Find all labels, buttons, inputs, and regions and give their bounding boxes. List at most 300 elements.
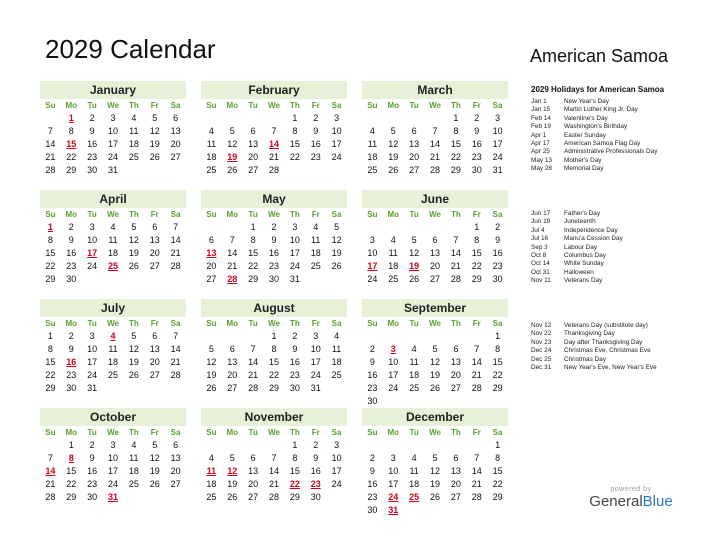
weekday-label: Su [45, 428, 56, 437]
holiday-name: Day after Thanksgiving Day [564, 338, 643, 346]
day-cell: 2 [313, 440, 319, 450]
day-cell: 10 [107, 126, 118, 136]
empty-cell [404, 221, 425, 234]
weekday-label: Th [450, 210, 461, 219]
holiday-list-2 [531, 210, 701, 286]
day-cell: 15 [45, 357, 56, 367]
weekday-label: Sa [331, 210, 342, 219]
day-cell: 30 [310, 492, 321, 502]
holiday-item [531, 115, 701, 123]
day-cell: 14 [170, 344, 181, 354]
day-cell: 26 [206, 383, 217, 393]
weekday-label: Su [45, 210, 56, 219]
day-cell: 3 [334, 440, 340, 450]
holiday-day: 16 [66, 357, 77, 367]
day-cell: 14 [170, 235, 181, 245]
holiday-item [531, 244, 701, 252]
day-cell: 13 [170, 453, 181, 463]
weekday-label: Sa [331, 319, 342, 328]
day-grid [362, 330, 508, 408]
month-header: January [40, 81, 186, 99]
day-cell: 14 [471, 357, 482, 367]
day-cell: 26 [388, 165, 399, 175]
day-cell: 13 [149, 344, 160, 354]
empty-cell [362, 221, 383, 234]
day-cell: 30 [66, 383, 77, 393]
holiday-day: 1 [47, 222, 53, 232]
holiday-date: Jan 15 [531, 106, 551, 114]
day-cell: 2 [313, 113, 319, 123]
day-cell: 15 [471, 248, 482, 258]
day-cell: 2 [474, 113, 480, 123]
day-cell: 17 [331, 466, 342, 476]
holiday-item [531, 364, 701, 372]
day-cell: 20 [450, 370, 461, 380]
day-cell: 26 [429, 492, 440, 502]
holiday-name: Administrative Professionals Day [564, 148, 658, 156]
empty-cell [466, 439, 487, 452]
day-grid [40, 439, 186, 504]
empty-cell [383, 330, 404, 343]
day-cell: 14 [248, 357, 259, 367]
day-cell: 2 [68, 222, 74, 232]
day-cell: 3 [110, 113, 116, 123]
weekday-label: Mo [65, 101, 78, 110]
day-cell: 20 [450, 479, 461, 489]
month-header: July [40, 299, 186, 317]
day-cell: 24 [388, 383, 399, 393]
weekday-label: Fr [311, 101, 320, 110]
weekday-label: Sa [492, 319, 503, 328]
holiday-day: 25 [409, 492, 420, 502]
day-cell: 19 [149, 466, 160, 476]
day-cell: 9 [369, 466, 375, 476]
day-cell: 8 [495, 344, 501, 354]
day-cell: 24 [331, 479, 342, 489]
day-cell: 10 [87, 344, 98, 354]
day-cell: 11 [388, 248, 398, 258]
day-cell: 16 [66, 248, 77, 258]
day-grid [201, 330, 347, 395]
day-cell: 24 [87, 261, 98, 271]
day-cell: 23 [367, 383, 378, 393]
holiday-date: Jun 17 [531, 210, 551, 217]
holiday-name: Manu'a Cession Day [564, 235, 623, 243]
holiday-name: Juneteenth [564, 218, 596, 226]
day-cell: 7 [250, 344, 256, 354]
holiday-item [531, 339, 701, 347]
day-cell: 13 [429, 248, 440, 258]
day-cell: 14 [227, 248, 238, 258]
holiday-item [531, 140, 701, 148]
holiday-day: 14 [45, 466, 56, 476]
holiday-name: Father's Day [564, 210, 601, 217]
day-cell: 28 [170, 370, 181, 380]
day-cell: 7 [432, 126, 438, 136]
weekday-label: Mo [65, 210, 78, 219]
holiday-list-3 [531, 322, 701, 372]
day-cell: 20 [170, 466, 181, 476]
day-cell: 28 [248, 383, 259, 393]
day-cell: 4 [390, 235, 396, 245]
day-cell: 3 [313, 331, 319, 341]
day-cell: 24 [107, 152, 118, 162]
day-cell: 23 [367, 492, 378, 502]
holiday-date: May 28 [531, 165, 552, 173]
weekday-label: Mo [226, 319, 239, 328]
day-cell: 5 [229, 453, 235, 463]
day-cell: 22 [66, 479, 77, 489]
holiday-item [531, 210, 701, 218]
powered-by-text: powered by [610, 486, 652, 493]
month-june [362, 190, 508, 286]
weekday-label: Th [128, 428, 139, 437]
empty-cell [425, 112, 446, 125]
holiday-day: 15 [66, 139, 77, 149]
holiday-item [531, 148, 701, 156]
holiday-day: 19 [409, 261, 420, 271]
day-cell: 16 [310, 139, 321, 149]
day-cell: 1 [68, 440, 74, 450]
day-cell: 19 [429, 479, 440, 489]
day-cell: 12 [409, 248, 420, 258]
day-cell: 29 [45, 383, 56, 393]
day-cell: 20 [149, 248, 160, 258]
weekday-label: Tu [87, 428, 97, 437]
day-cell: 25 [367, 165, 378, 175]
day-grid [40, 221, 186, 286]
empty-cell [201, 221, 222, 234]
day-cell: 15 [45, 248, 56, 258]
holiday-date: Oct 14 [531, 260, 550, 268]
day-cell: 18 [206, 479, 217, 489]
day-cell: 29 [268, 383, 279, 393]
weekday-label: Su [45, 101, 56, 110]
day-cell: 5 [131, 222, 137, 232]
holiday-name: Halloween [564, 268, 594, 276]
holiday-name: Easter Sunday [564, 131, 606, 139]
empty-cell [362, 330, 383, 343]
day-cell: 6 [453, 344, 459, 354]
day-cell: 1 [292, 113, 298, 123]
day-cell: 7 [47, 126, 53, 136]
day-cell: 20 [248, 152, 259, 162]
day-cell: 30 [367, 505, 378, 515]
day-cell: 3 [89, 331, 95, 341]
weekday-label: Th [289, 319, 300, 328]
day-cell: 3 [369, 235, 375, 245]
day-cell: 1 [250, 222, 256, 232]
weekday-label: Su [367, 101, 378, 110]
month-header: March [362, 81, 508, 99]
weekday-label: Th [128, 101, 139, 110]
day-cell: 27 [227, 383, 238, 393]
holiday-day: 12 [227, 466, 238, 476]
weekday-label: Sa [492, 428, 503, 437]
day-cell: 5 [229, 126, 235, 136]
day-cell: 15 [492, 466, 503, 476]
day-cell: 6 [432, 235, 438, 245]
empty-cell [201, 330, 222, 343]
day-cell: 4 [334, 331, 340, 341]
day-cell: 16 [268, 248, 279, 258]
day-cell: 1 [453, 113, 459, 123]
day-cell: 23 [66, 370, 77, 380]
day-cell: 1 [495, 331, 501, 341]
weekday-label: Sa [492, 101, 503, 110]
weekday-label: Su [206, 428, 217, 437]
day-cell: 28 [170, 261, 181, 271]
weekday-label: Mo [387, 101, 400, 110]
day-cell: 25 [107, 370, 118, 380]
day-cell: 30 [66, 274, 77, 284]
day-cell: 20 [429, 261, 440, 271]
day-grid [201, 221, 347, 286]
day-cell: 23 [268, 261, 279, 271]
day-cell: 25 [128, 479, 139, 489]
day-cell: 19 [128, 357, 139, 367]
day-cell: 5 [432, 453, 438, 463]
day-cell: 13 [248, 139, 259, 149]
day-cell: 30 [268, 274, 279, 284]
month-header: December [362, 408, 508, 426]
holiday-day: 19 [227, 152, 238, 162]
day-cell: 26 [227, 165, 238, 175]
holiday-date: Apr 1 [531, 131, 547, 139]
weekday-label: Fr [150, 319, 159, 328]
weekday-label: Tu [87, 319, 97, 328]
day-cell: 11 [108, 235, 118, 245]
empty-cell [404, 112, 425, 125]
day-cell: 28 [45, 165, 56, 175]
holiday-day: 23 [310, 479, 321, 489]
holiday-date: Nov 11 [531, 277, 551, 285]
day-cell: 5 [131, 331, 137, 341]
day-cell: 27 [206, 274, 217, 284]
day-cell: 15 [289, 466, 300, 476]
day-cell: 15 [492, 357, 503, 367]
day-cell: 9 [68, 344, 74, 354]
weekday-label: Fr [150, 210, 159, 219]
weekday-label: Sa [331, 101, 342, 110]
holiday-date: Nov 12 [531, 322, 552, 329]
holiday-name: Columbus Day [564, 252, 606, 260]
empty-cell [383, 221, 404, 234]
day-cell: 27 [248, 165, 259, 175]
day-cell: 11 [206, 139, 217, 149]
holiday-name: Valentine's Day [564, 114, 608, 122]
day-cell: 25 [409, 383, 420, 393]
holiday-item [531, 157, 701, 165]
holiday-name: Veterans Day [564, 277, 603, 285]
day-cell: 25 [331, 370, 342, 380]
month-october [40, 408, 186, 504]
day-cell: 23 [87, 479, 98, 489]
day-cell: 1 [474, 222, 480, 232]
day-cell: 11 [367, 139, 378, 149]
day-cell: 16 [87, 466, 98, 476]
day-cell: 10 [331, 453, 342, 463]
day-cell: 9 [369, 357, 375, 367]
day-cell: 4 [208, 453, 214, 463]
day-cell: 27 [149, 261, 160, 271]
weekday-label: Th [128, 319, 139, 328]
weekday-label: We [429, 319, 441, 328]
day-cell: 27 [170, 152, 181, 162]
day-cell: 29 [66, 492, 77, 502]
page-title: 2029 Calendar [45, 34, 216, 64]
empty-cell [383, 439, 404, 452]
day-cell: 19 [206, 370, 217, 380]
day-cell: 26 [149, 152, 160, 162]
day-cell: 23 [66, 261, 77, 271]
day-cell: 24 [87, 370, 98, 380]
day-cell: 21 [45, 152, 56, 162]
holiday-date: Dec 31 [531, 364, 552, 372]
empty-cell [425, 330, 446, 343]
weekday-label: Su [367, 210, 378, 219]
month-july [40, 299, 186, 395]
day-cell: 18 [206, 152, 217, 162]
day-grid [201, 112, 347, 177]
day-cell: 18 [107, 357, 118, 367]
day-cell: 22 [45, 261, 56, 271]
holiday-item [531, 123, 701, 131]
day-cell: 15 [450, 139, 461, 149]
day-cell: 15 [289, 139, 300, 149]
month-april [40, 190, 186, 286]
day-cell: 25 [206, 165, 217, 175]
day-cell: 17 [388, 479, 399, 489]
weekday-label: Mo [65, 428, 78, 437]
weekday-label: We [107, 428, 119, 437]
month-header: May [201, 190, 347, 208]
weekday-label: Sa [170, 319, 181, 328]
holiday-day: 4 [110, 331, 116, 341]
day-cell: 25 [206, 492, 217, 502]
holiday-item [531, 227, 701, 235]
day-cell: 12 [331, 235, 342, 245]
month-header: September [362, 299, 508, 317]
day-cell: 6 [250, 453, 256, 463]
day-cell: 12 [149, 453, 160, 463]
day-cell: 2 [495, 222, 501, 232]
day-cell: 22 [289, 152, 300, 162]
weekday-header [40, 100, 186, 112]
day-cell: 18 [331, 357, 342, 367]
day-cell: 27 [429, 274, 440, 284]
day-cell: 4 [369, 126, 375, 136]
day-cell: 21 [268, 152, 279, 162]
day-cell: 22 [45, 370, 56, 380]
day-cell: 5 [334, 222, 340, 232]
day-cell: 29 [492, 492, 503, 502]
day-grid [362, 439, 508, 517]
day-cell: 9 [292, 344, 298, 354]
day-cell: 28 [471, 492, 482, 502]
day-cell: 24 [107, 479, 118, 489]
weekday-label: Fr [311, 210, 320, 219]
day-grid [201, 439, 347, 504]
day-cell: 13 [409, 139, 420, 149]
day-cell: 16 [492, 248, 503, 258]
weekday-label: Fr [472, 210, 481, 219]
day-cell: 24 [331, 152, 342, 162]
holiday-date: Apr 25 [531, 148, 550, 156]
day-cell: 2 [89, 440, 95, 450]
weekday-label: Sa [331, 428, 342, 437]
day-cell: 11 [331, 344, 342, 354]
weekday-label: Tu [87, 210, 97, 219]
day-cell: 8 [292, 126, 298, 136]
month-january [40, 81, 186, 177]
empty-cell [40, 112, 61, 125]
day-cell: 16 [310, 466, 321, 476]
empty-cell [201, 112, 222, 125]
day-cell: 27 [409, 165, 420, 175]
holiday-item [531, 277, 701, 285]
weekday-label: Su [45, 319, 56, 328]
empty-cell [445, 439, 466, 452]
holiday-name: New Year's Eve, New Year's Eve [564, 364, 657, 372]
day-cell: 15 [268, 357, 279, 367]
weekday-label: Tu [409, 428, 419, 437]
day-grid [40, 112, 186, 177]
day-cell: 3 [292, 222, 298, 232]
holiday-date: Jul 16 [531, 235, 549, 243]
day-cell: 31 [289, 274, 300, 284]
day-cell: 4 [131, 113, 137, 123]
weekday-label: We [107, 210, 119, 219]
day-cell: 8 [47, 235, 53, 245]
empty-cell [264, 112, 285, 125]
holiday-name: Christmas Day [564, 355, 606, 363]
month-header: October [40, 408, 186, 426]
day-cell: 8 [474, 235, 480, 245]
holiday-item [531, 218, 701, 226]
holiday-date: Dec 25 [531, 355, 552, 363]
day-cell: 21 [170, 248, 181, 258]
weekday-label: Mo [387, 428, 400, 437]
day-cell: 6 [250, 126, 256, 136]
day-cell: 3 [495, 113, 501, 123]
holiday-date: Jan 1 [531, 98, 547, 105]
day-cell: 29 [492, 383, 503, 393]
day-cell: 14 [450, 248, 461, 258]
empty-cell [362, 439, 383, 452]
day-cell: 21 [45, 479, 56, 489]
holiday-day: 1 [68, 113, 74, 123]
month-november [201, 408, 347, 504]
day-grid [362, 221, 508, 286]
month-august [201, 299, 347, 395]
day-cell: 18 [128, 139, 139, 149]
month-header: November [201, 408, 347, 426]
weekday-label: Su [206, 210, 217, 219]
day-cell: 21 [471, 370, 482, 380]
day-cell: 9 [474, 126, 480, 136]
day-cell: 10 [388, 466, 399, 476]
empty-cell [466, 330, 487, 343]
holiday-item [531, 347, 701, 355]
day-cell: 2 [68, 331, 74, 341]
weekday-label: Fr [311, 428, 320, 437]
holiday-item [531, 106, 701, 114]
weekday-label: We [429, 210, 441, 219]
holiday-item [531, 98, 701, 106]
holiday-name: Memorial Day [564, 165, 604, 173]
day-cell: 29 [450, 165, 461, 175]
